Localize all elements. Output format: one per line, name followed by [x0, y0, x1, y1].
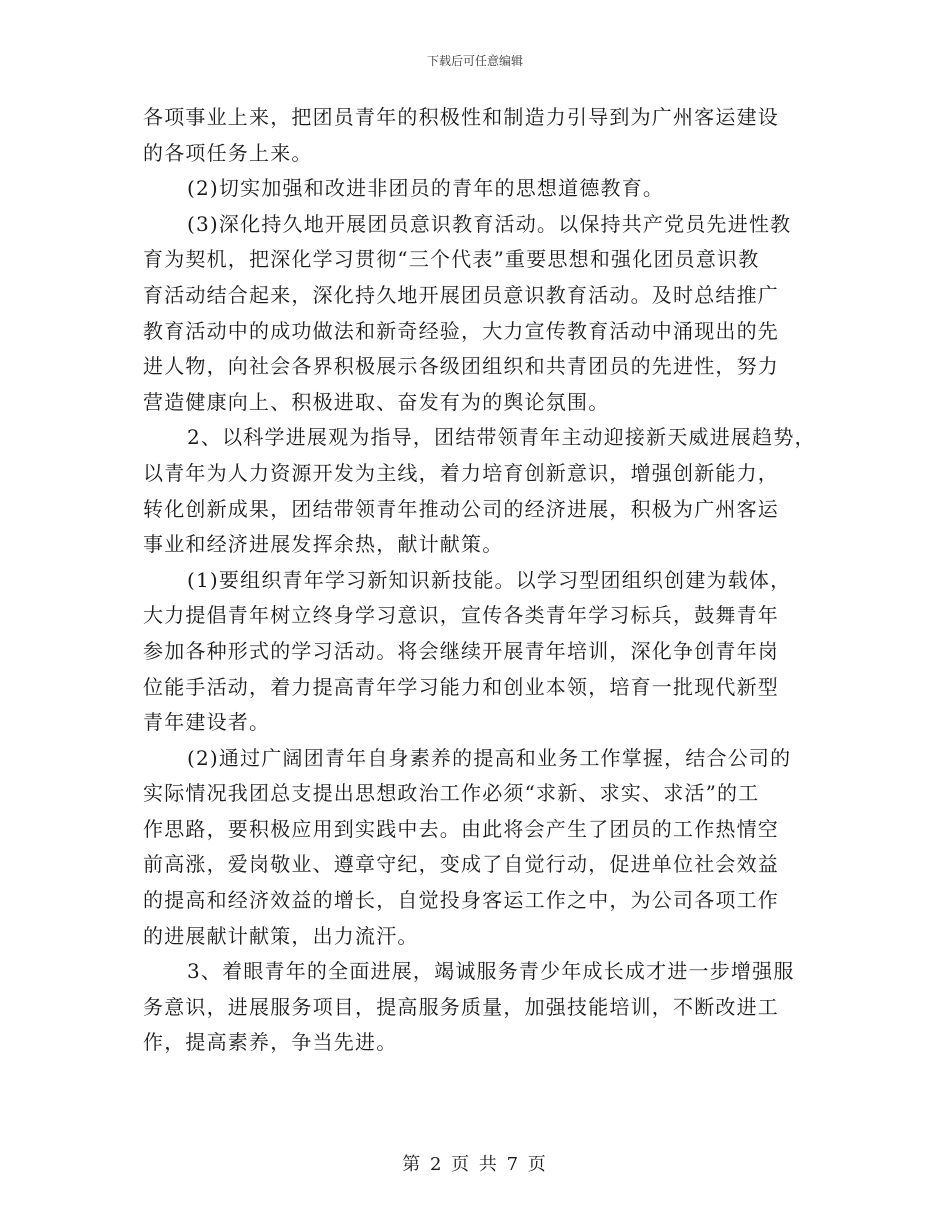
- text-line: 的进展献计献策，出力流汗。: [143, 923, 419, 948]
- paragraph-start-line: (1)要组织青年学习新知识新技能。以学习型团组织创建为载体，: [187, 567, 792, 592]
- text-line: 各项事业上来，把团员青年的积极性和制造力引导到为广州客运建设: [143, 105, 779, 129]
- text-line: 实际情况我团总支提出思想政治工作必须“求新、求实、求活”的工: [143, 781, 760, 806]
- paragraph-start-line: (2)切实加强和改进非团员的青年的思想道德教育。: [187, 176, 665, 201]
- text-line: 进人物，向社会各界积极展示各级团组织和共青团员的先进性，努力: [143, 354, 779, 379]
- text-line: 作，提高素养，争当先进。: [143, 1030, 398, 1055]
- text-line: 转化创新成果，团结带领青年推动公司的经济进展，积极为广州客运: [143, 496, 779, 521]
- text-line: 育为契机，把深化学习贯彻“三个代表”重要思想和强化团员意识教: [143, 247, 760, 272]
- paragraph-start-line: (2)通过广阔团青年自身素养的提高和业务工作掌握，结合公司的: [187, 745, 792, 770]
- text-line: 位能手活动，着力提高青年学习能力和创业本领，培育一批现代新型: [143, 674, 779, 699]
- text-line: 教育活动中的成功做法和新奇经验，大力宣传教育活动中涌现出的先: [143, 318, 779, 343]
- text-line: 青年建设者。: [143, 710, 271, 735]
- document-body: [143, 100, 833, 1061]
- text-line: 务意识，进展服务项目，提高服务质量，加强技能培训，不断改进工: [143, 994, 779, 1019]
- text-line: 事业和经济进展发挥余热，献计献策。: [143, 532, 504, 557]
- text-line: 的提高和经济效益的增长，自觉投身客运工作之中，为公司各项工作: [143, 888, 779, 913]
- paragraph-start-line: 2、以科学进展观为指导，团结带领青年主动迎接新天威进展趋势，: [187, 425, 816, 450]
- text-line: 参加各种形式的学习活动。将会继续开展青年培训，深化争创青年岗: [143, 638, 779, 663]
- text-line: 育活动结合起来，深化持久地开展团员意识教育活动。及时总结推广: [143, 282, 779, 307]
- paragraph-start-line: 3、着眼青年的全面进展，竭诚服务青少年成长成才进一步增强服: [187, 959, 795, 984]
- paragraph-start-line: (3)深化持久地开展团员意识教育活动。以保持共产党员先进性教: [187, 211, 792, 236]
- text-line: 的各项任务上来。: [143, 140, 313, 165]
- text-line: 作思路，要积极应用到实践中去。由此将会产生了团员的工作热情空: [143, 816, 779, 841]
- text-line: 营造健康向上、积极进取、奋发有为的舆论氛围。: [143, 389, 610, 414]
- text-line: 大力提倡青年树立终身学习意识，宣传各类青年学习标兵，鼓舞青年: [143, 603, 779, 628]
- text-line: 前高涨，爱岗敬业、遵章守纪，变成了自觉行动，促进单位社会效益: [143, 852, 779, 877]
- text-line: 以青年为人力资源开发为主线，着力培育创新意识，增强创新能力，: [143, 460, 779, 485]
- page-header: 下载后可任意编辑: [426, 54, 523, 68]
- page-footer: 第 2 页 共 7 页: [402, 1154, 548, 1175]
